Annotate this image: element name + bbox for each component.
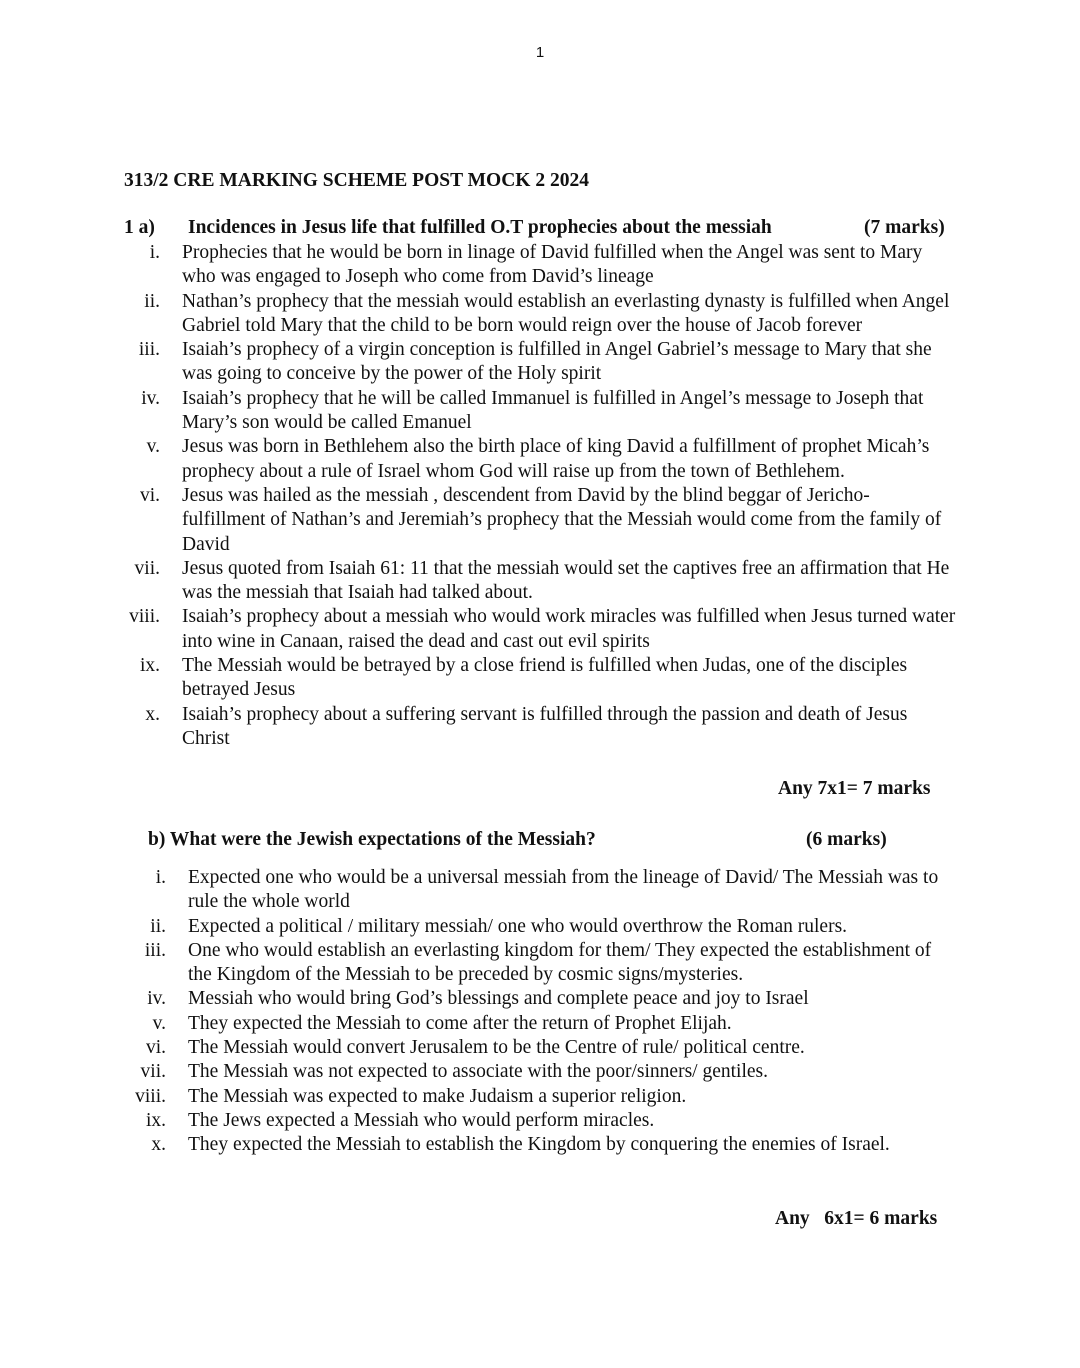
item-text: The Jews expected a Messiah who would perform miracles. bbox=[188, 1109, 655, 1131]
question-marks: (6 marks) bbox=[806, 829, 887, 850]
page-number: 1 bbox=[535, 44, 545, 61]
question-number: 1 a) bbox=[124, 217, 155, 238]
item-numeral: ii. bbox=[144, 290, 160, 312]
question-1a-total-marks: Any 7x1= 7 marks bbox=[778, 778, 931, 799]
answer-item bbox=[141, 387, 957, 436]
item-numeral: iii. bbox=[144, 939, 166, 961]
item-numeral: i. bbox=[149, 242, 160, 263]
answer-item bbox=[147, 987, 958, 1011]
item-text: They expected the Messiah to come after the return of Prophet Elijah. bbox=[188, 1012, 732, 1034]
answer-item bbox=[145, 1109, 958, 1133]
answer-item bbox=[151, 1133, 958, 1157]
item-text: Jesus was born in Bethlehem also the birth place of king David a fulfillment of prophet Micah’s prophecy about a rule of Israel whom God will raise up from the town of Bethlehem. bbox=[182, 436, 930, 482]
answer-item bbox=[150, 915, 958, 939]
item-text: Prophecies that he would be born in linage of David fulfilled when the Angel was sent to Mary who was engaged to Joseph who come from David’s lineage bbox=[182, 242, 923, 288]
item-text: Isaiah’s prophecy of a virgin conception is fulfilled in Angel Gabriel’s message to Mary that she was going to conceive by the power of the Holy spirit bbox=[182, 339, 932, 385]
item-text: Expected one who would be a universal messiah from the lineage of David/ The Messiah was to rule the whole world bbox=[188, 867, 939, 913]
answer-item bbox=[139, 654, 957, 703]
item-numeral: v. bbox=[152, 1012, 166, 1034]
question-1b-answer-list bbox=[135, 866, 958, 1158]
answer-item bbox=[149, 241, 957, 290]
item-numeral: vii. bbox=[134, 557, 160, 579]
item-numeral: vi. bbox=[145, 1037, 166, 1059]
item-text: One who would establish an everlasting kingdom for them/ They expected the establishment of the Kingdom of the Messiah to be preceded by cosmic signs/mysteries. bbox=[188, 939, 932, 986]
answer-item bbox=[135, 1085, 958, 1109]
item-text: Isaiah’s prophecy about a messiah who would work miracles was fulfilled when Jesus turned water into wine in Canaan, raised the dead and cast out evil spirits bbox=[182, 606, 956, 652]
item-text: Jesus was hailed as the messiah , descendent from David by the blind beggar of Jericho- fulfillment of Nathan’s and Jeremiah’s prophecy that the Messiah would come from the family of David bbox=[182, 484, 942, 555]
item-numeral: ix. bbox=[145, 1109, 166, 1131]
item-text: Isaiah’s prophecy that he will be called Immanuel is fulfilled in Angel’s message to Joseph that Mary’s son would be called Emanuel bbox=[182, 387, 924, 434]
item-numeral: iv. bbox=[141, 387, 160, 409]
answer-item bbox=[144, 939, 958, 988]
item-text: Nathan’s prophecy that the messiah would establish an everlasting dynasty is fulfilled when Angel Gabriel told Mary that the child to be born would reign over the house of Jacob forever bbox=[182, 290, 950, 336]
document-title: 313/2 CRE MARKING SCHEME POST MOCK 2 2024 bbox=[124, 170, 589, 191]
answer-item bbox=[146, 435, 957, 484]
answer-item bbox=[145, 1036, 958, 1060]
question-1a-answer-list bbox=[129, 241, 957, 751]
item-text: They expected the Messiah to establish the Kingdom by conquering the enemies of Israel. bbox=[188, 1134, 890, 1156]
item-numeral: x. bbox=[145, 703, 160, 725]
item-numeral: viii. bbox=[129, 606, 160, 628]
item-text: Jesus quoted from Isaiah 61: 11 that the messiah would set the captives free an affirmation that He was the messiah that Isaiah had talked about. bbox=[182, 557, 950, 604]
item-text: The Messiah was not expected to associate with the poor/sinners/ gentiles. bbox=[188, 1061, 768, 1083]
item-text: Expected a political / military messiah/ one who would overthrow the Roman rulers. bbox=[188, 915, 848, 937]
item-text: The Messiah would convert Jerusalem to be the Centre of rule/ political centre. bbox=[188, 1037, 805, 1059]
question-text: Incidences in Jesus life that fulfilled O.T prophecies about the messiah bbox=[188, 217, 772, 238]
item-numeral: ix. bbox=[139, 655, 160, 677]
item-text: Messiah who would bring God’s blessings and complete peace and joy to Israel bbox=[188, 988, 809, 1010]
question-text: b) What were the Jewish expectations of the Messiah? bbox=[148, 829, 596, 850]
answer-item bbox=[152, 1012, 958, 1036]
item-numeral: vi. bbox=[139, 484, 160, 506]
item-numeral: vii. bbox=[140, 1061, 166, 1083]
item-numeral: i. bbox=[155, 867, 166, 888]
item-numeral: viii. bbox=[135, 1085, 166, 1107]
item-text: The Messiah would be betrayed by a close friend is fulfilled when Judas, one of the disciples betrayed Jesus bbox=[182, 655, 908, 701]
item-numeral: ii. bbox=[150, 915, 166, 937]
answer-item bbox=[144, 290, 957, 339]
answer-item bbox=[139, 484, 957, 557]
item-text: Isaiah’s prophecy about a suffering servant is fulfilled through the passion and death of Jesus Christ bbox=[182, 703, 908, 749]
answer-item bbox=[138, 338, 957, 387]
answer-item bbox=[140, 1060, 958, 1084]
answer-item bbox=[129, 605, 957, 654]
question-1b-total-marks: Any 6x1= 6 marks bbox=[775, 1208, 938, 1229]
item-numeral: iii. bbox=[138, 339, 160, 361]
item-numeral: iv. bbox=[147, 988, 166, 1010]
question-marks: (7 marks) bbox=[864, 217, 945, 238]
answer-item bbox=[155, 866, 958, 915]
answer-item bbox=[145, 703, 957, 752]
answer-item bbox=[134, 557, 957, 606]
item-numeral: x. bbox=[151, 1134, 166, 1156]
item-numeral: v. bbox=[146, 436, 160, 458]
item-text: The Messiah was expected to make Judaism a superior religion. bbox=[188, 1085, 687, 1107]
